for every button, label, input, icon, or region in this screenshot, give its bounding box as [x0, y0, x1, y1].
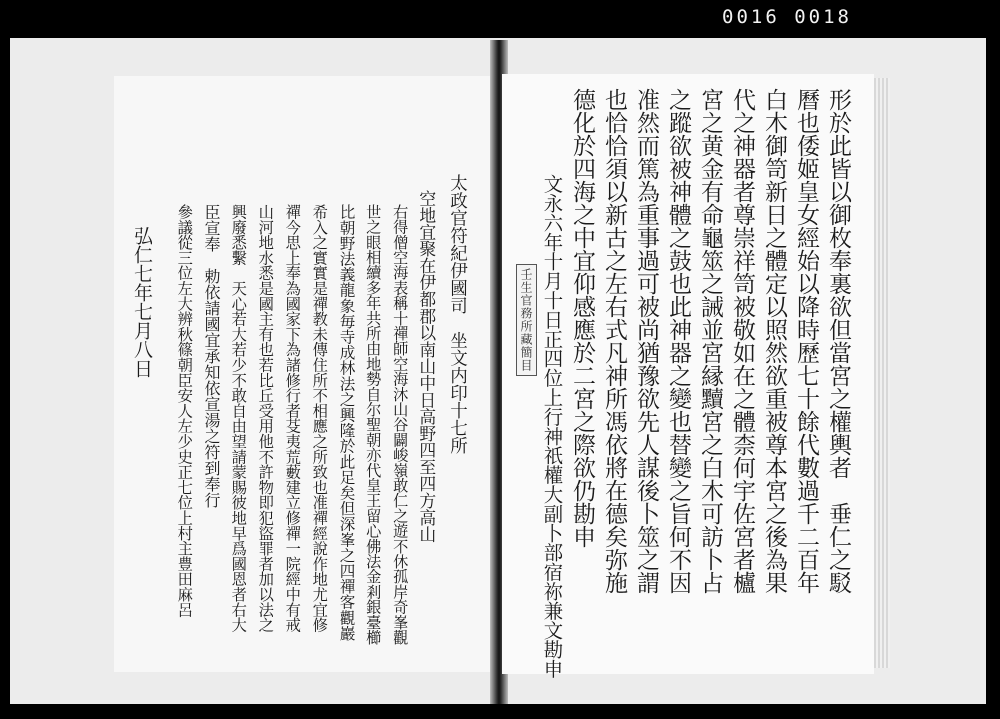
left-column-4: 世之眼相續多年共所由地勢自尔聖朝亦代皇王留心佛法金剎銀臺櫛 — [364, 204, 383, 645]
page-stack-edge — [874, 78, 890, 668]
right-column-10-date: 文永六年十月十日正四位上行神祇權大副卜部宿祢兼文勘申 — [540, 174, 564, 679]
left-column-2: 空地宜聚在伊都郡以南山中日高野四至四方高山 — [416, 190, 437, 543]
left-column-9: 興廢悉繫 天心若大若少不敢自由望請蒙賜彼地早爲國恩者右大 — [229, 204, 248, 633]
left-column-12-date: 弘仁七年七月八日 — [131, 226, 153, 378]
right-column-7: 准然而篤為重事過可被尚猶豫欲先人謀後卜筮之謂 — [633, 88, 659, 594]
right-column-8: 也恰恰須以新古之左右式凡神所馮依將在德矣弥施 — [601, 88, 627, 594]
microfilm-frame-number: 0016 0018 — [722, 6, 852, 28]
right-column-1: 形於此皆以御枚奉裏欲但當宮之權輿者 垂仁之駁 — [825, 88, 851, 594]
left-column-11: 參議從三位左大辨秋篠朝臣安人左少史正七位上村主豊田麻呂 — [175, 204, 194, 618]
right-column-3: 白木御笥新日之體定以照然欲重被尊本宮之後為果 — [761, 88, 787, 594]
right-column-5: 宮之黄金有命龜筮之誡並宮縁黷宮之白木可訪卜占 — [697, 88, 723, 594]
open-book — [10, 38, 986, 704]
left-column-10: 臣宣奉 勅依請國宜承知依宣湯之符到奉行 — [202, 204, 221, 508]
left-column-1: 太政官符紀伊國司 坐文内印十七所 — [447, 174, 468, 454]
left-page — [114, 76, 494, 672]
archive-label-stamp: 壬生官務所藏簡目 — [516, 264, 537, 376]
left-column-3: 右得僧空海表稱十禪師空海沐山谷闢峻嶺敢仁之遊不休孤岸奇峯觀 — [391, 204, 410, 645]
left-column-8: 山河地水悉是國主有也若比丘受用他不許物即犯盜罪者加以法之 — [256, 204, 275, 633]
right-column-9: 德化於四海之中宜仰感應於二宮之際欲仍勘申 — [569, 88, 595, 548]
right-column-4: 代之神器者尊崇祥笥被敬如在之體柰何宇佐宮者櫨 — [729, 88, 755, 594]
left-column-7: 禪今思上奉為國家下為諸修行者芟夷荒藪建立修禪一院經中有戒 — [283, 204, 302, 633]
left-column-5: 比朝野法義龍象毎寺成林法之興隆於此足矣但深峯之四禪客觀巖 — [337, 204, 356, 641]
right-column-2: 曆也倭姬皇女經始以降時歷七十餘代數過千二百年 — [793, 88, 819, 594]
right-page — [502, 74, 874, 679]
left-column-6: 希入之實實是禪教未傳住所不相應之所致也准禪經說作地尤宜修 — [310, 204, 329, 633]
right-column-6: 之蹤欲被神體之鼓也此神器之變也替變之旨何不因 — [665, 88, 691, 594]
